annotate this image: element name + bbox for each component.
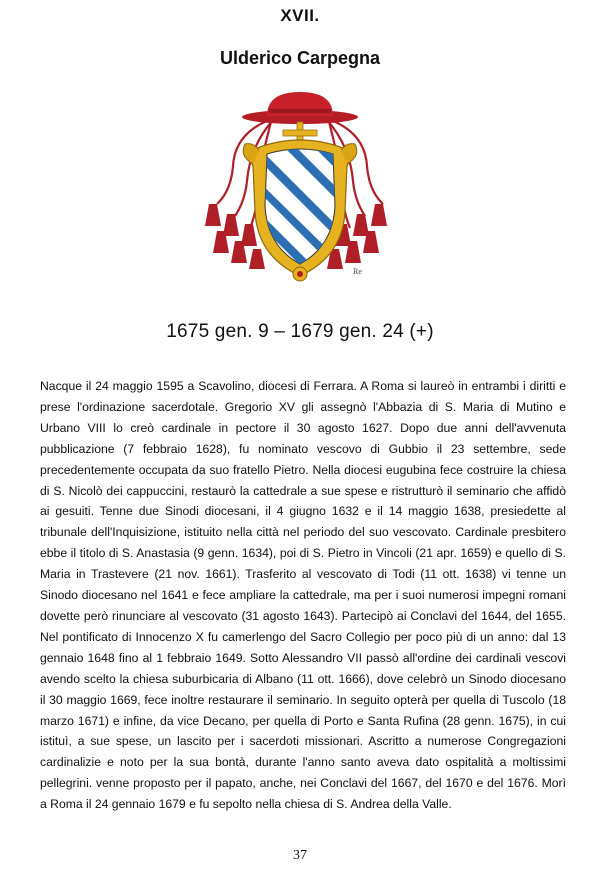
- chapter-numeral: XVII.: [280, 6, 320, 25]
- biography-text: Nacque il 24 maggio 1595 a Scavolino, diocesi di Ferrara. A Roma si laureò in entrambi i diritti e prese l'ordinazione sacerdotale. Gregorio XV gli assegnò l'Abbazia di S. Maria di Mutino e Urbano VIII lo creò cardinale in pectore il 30 agosto 1627. Dopo due anni dell'avvenuta pubblicazione (7 febbraio 1628), fu nominato vescovo di Gubbio il 23 settembre, sede precedentemente occupata da suo fratello Pietro. Nella diocesi eugubina fece costruire la chiesa di S. Nicolò dei cappuccini, restaurò la cattedrale a sue spese e ristrutturò il seminario che affidò ai gesuiti. Tenne due Sinodi diocesani, il 4 giugno 1632 e il 14 maggio 1638, presiedette al tribunale dell'Inquisizione, istituito nella città nel periodo del suo vescovato. Cardinale presbitero ebbe il titolo di S. Anastasia (9 genn. 1634), poi di S. Pietro in Vincoli (21 apr. 1659) e quello di S. Maria in Trastevere (21 nov. 1661). Trasferito al vescovato di Todi (11 ott. 1638) vi tenne un Sinodo diocesano nel 1641 e fece ampliare la cattedrale, ma per i suoi numerosi impegni romani dovette però rinunciare al vescovato (31 agosto 1643). Partecipò ai Conclavi del 1644, del 1655. Nel pontificato di Innocenzo X fu camerlengo del Sacro Collegio per poco più di un anno: dal 13 gennaio 1648 fino al 1 febbraio 1649. Sotto Alessandro VII passò all'ordine dei cardinali vescovi avendo scelto la chiesa suburbicaria di Albano (11 ott. 1666), dove celebrò un Sinodo diocesano il 30 maggio 1669, fece inoltre restaurare il seminario. In seguito opterà per quella di Tuscolo (18 marzo 1671) e infine, da vice Decano, per quella di Porto e Santa Rufina (28 genn. 1675), in cui istituì, a sue spese, un lascito per i sacerdoti missionari. Ascritto a numerose Congregazioni cardinalizie e noto per la sua bontà, durante l'anno santo aveva dato ospitalità a moltissimi pellegrini. venne proposto per il papato, anche, nei Conclavi del 1667, del 1670 e del 1676. Morì a Roma il 24 gennaio 1679 e fu sepolto nella chiesa di S. Andrea della Valle.: [40, 379, 566, 812]
- cardinal-name: Ulderico Carpegna: [219, 48, 381, 68]
- page-number: 37: [293, 848, 307, 863]
- cardinal-coat-of-arms-icon: [195, 86, 405, 301]
- tenure-dates: 1675 gen. 9 – 1679 gen. 24 (+): [166, 321, 434, 342]
- artist-signature: Re: [353, 267, 362, 276]
